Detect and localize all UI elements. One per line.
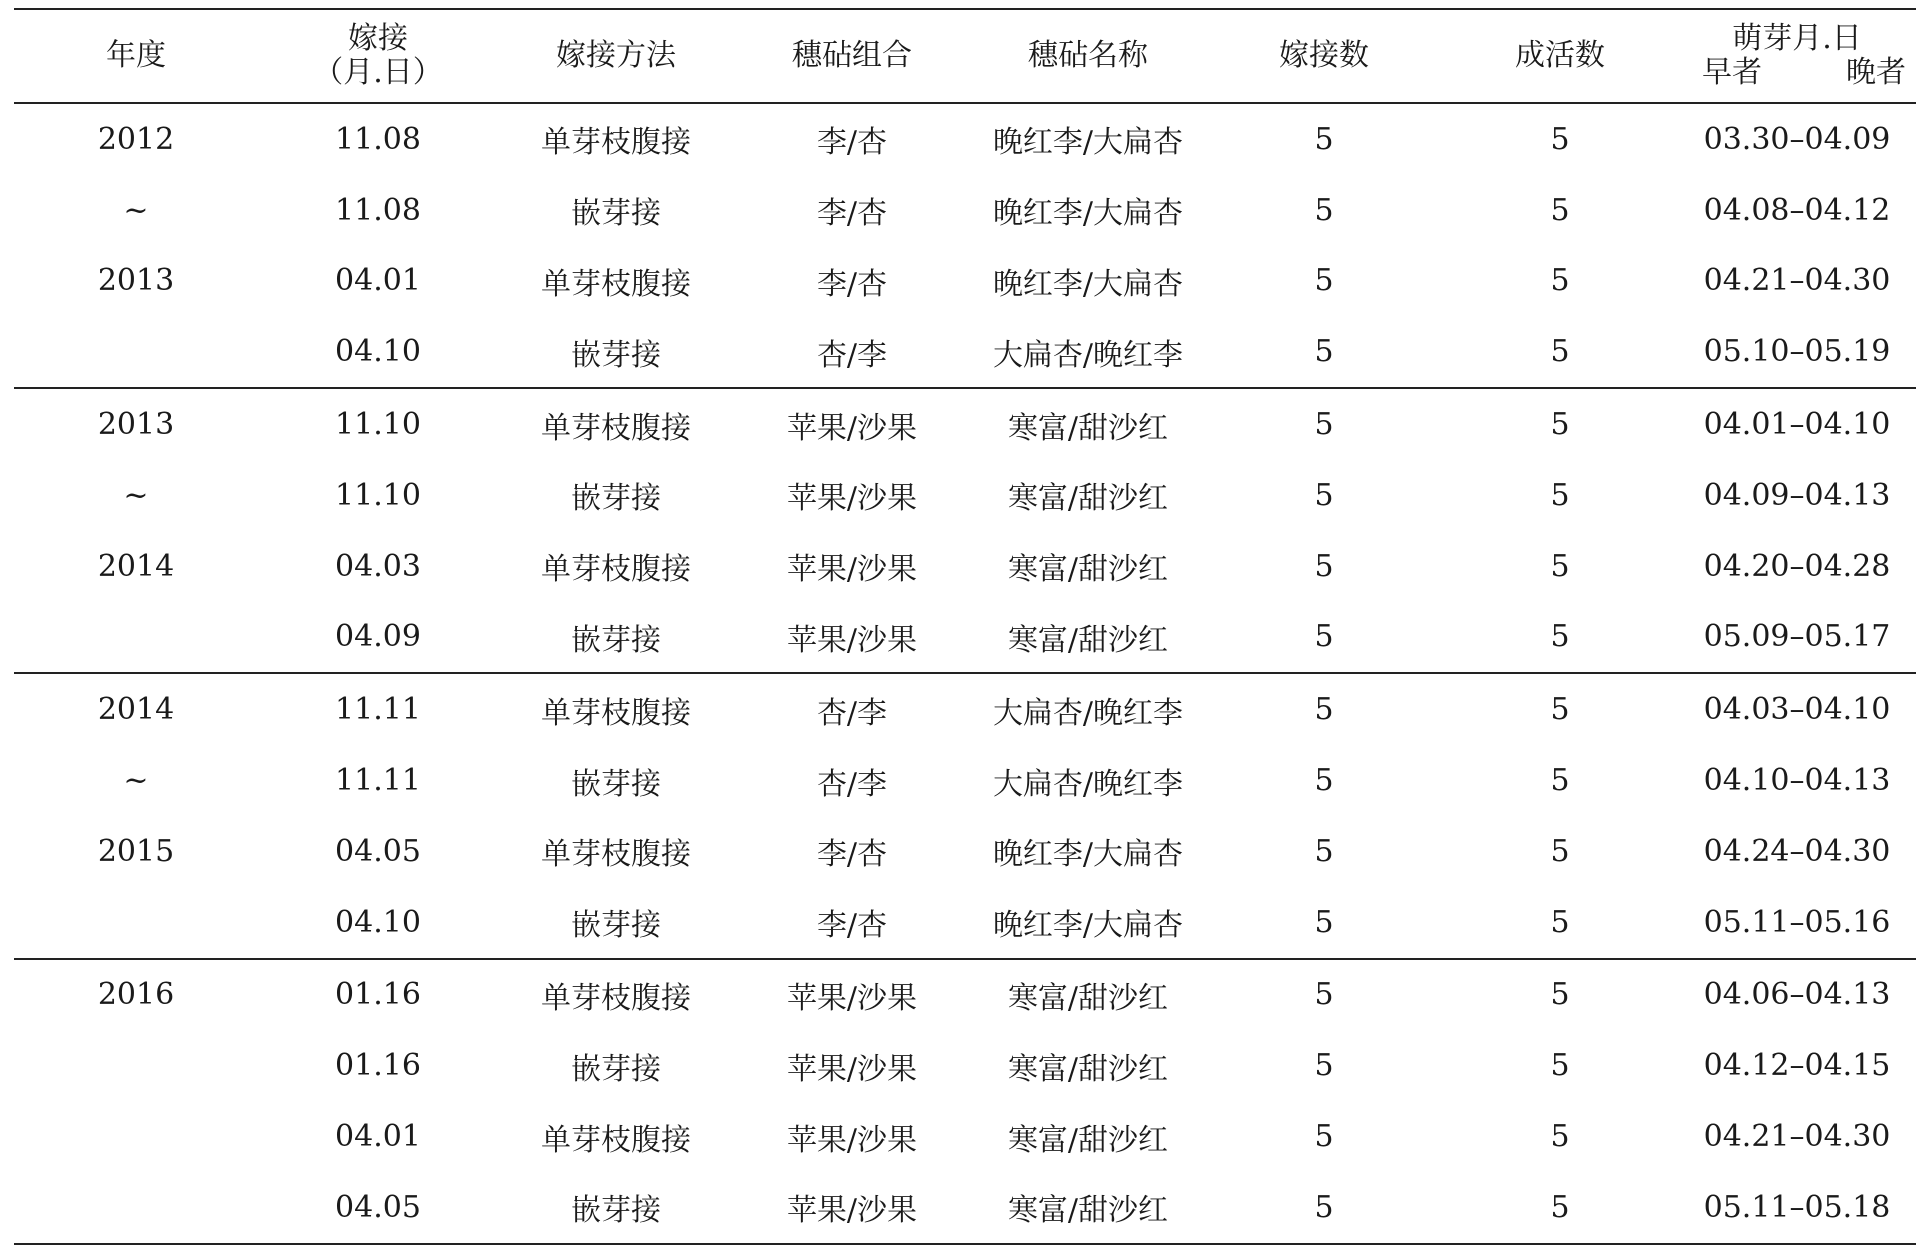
cell-year (14, 1172, 258, 1244)
cell-name: 晚红李/大扁杏 (992, 196, 1184, 232)
cell-survival: 5 (1550, 1189, 1570, 1225)
cell-method: 嵌芽接 (571, 1193, 661, 1229)
table-row (14, 673, 1916, 745)
cell-method: 嵌芽接 (571, 766, 661, 802)
cell-graft-count: 5 (1314, 977, 1334, 1013)
cell-name: 寒富/甜沙红 (1007, 410, 1169, 446)
cell-name: 晚红李/大扁杏 (992, 837, 1184, 873)
cell-graft-date: 11.10 (335, 477, 421, 513)
cell-graft-count: 5 (1314, 121, 1334, 157)
cell-combo: 苹果/沙果 (786, 410, 918, 446)
table-row (14, 103, 1916, 175)
cell-year: 2014 (97, 548, 175, 584)
cell-combo: 杏/李 (816, 766, 888, 802)
cell-name: 寒富/甜沙红 (1007, 1193, 1169, 1229)
cell-method: 嵌芽接 (571, 196, 661, 232)
cell-method: 嵌芽接 (571, 908, 661, 944)
table-row (14, 887, 1916, 959)
cell-graft-date: 04.10 (335, 904, 421, 940)
cell-survival: 5 (1550, 192, 1570, 228)
header-name: 穗砧名称 (1028, 38, 1148, 73)
cell-sprout: 04.21–04.30 (1703, 1119, 1891, 1155)
cell-graft-date: 01.16 (335, 1048, 421, 1084)
cell-year: ~ (123, 192, 149, 228)
table-row (14, 388, 1916, 460)
table-row (14, 1172, 1916, 1244)
table-row (14, 246, 1916, 317)
cell-survival: 5 (1550, 263, 1570, 299)
header-graft-count: 嫁接数 (1279, 38, 1369, 73)
cell-method: 单芽枝腹接 (541, 1122, 691, 1158)
cell-year (14, 316, 258, 388)
row-group (14, 959, 1916, 1244)
cell-survival: 5 (1550, 619, 1570, 655)
cell-graft-date: 04.05 (335, 1189, 421, 1225)
header-sprout-split (1678, 56, 1916, 90)
row-group (14, 103, 1916, 388)
table-row (14, 1101, 1916, 1172)
cell-year: 2013 (97, 407, 175, 443)
cell-graft-count: 5 (1314, 263, 1334, 299)
table-row (14, 531, 1916, 602)
cell-method: 嵌芽接 (571, 1051, 661, 1087)
cell-sprout: 04.12–04.15 (1703, 1048, 1891, 1084)
cell-graft-date: 04.09 (335, 619, 421, 655)
cell-survival: 5 (1550, 1119, 1570, 1155)
cell-method: 嵌芽接 (571, 622, 661, 658)
cell-sprout: 04.10–04.13 (1703, 763, 1891, 799)
cell-survival: 5 (1550, 477, 1570, 513)
cell-graft-date: 11.08 (335, 121, 421, 157)
row-group (14, 673, 1916, 958)
header-sprout-line1: 萌芽月.日 (1732, 21, 1862, 56)
cell-method: 单芽枝腹接 (541, 980, 691, 1016)
cell-name: 晚红李/大扁杏 (992, 266, 1184, 302)
header-method: 嫁接方法 (556, 38, 676, 73)
cell-survival: 5 (1550, 407, 1570, 443)
cell-sprout: 04.03–04.10 (1703, 692, 1891, 728)
cell-method: 单芽枝腹接 (541, 410, 691, 446)
cell-sprout: 04.09–04.13 (1703, 477, 1891, 513)
cell-method: 单芽枝腹接 (541, 837, 691, 873)
cell-year (14, 1030, 258, 1101)
header-graft-date-line2: （月.日） (313, 55, 443, 90)
cell-survival: 5 (1550, 121, 1570, 157)
table-row (14, 745, 1916, 816)
header-row (14, 9, 1916, 103)
table-row (14, 959, 1916, 1031)
cell-graft-count: 5 (1314, 904, 1334, 940)
cell-year: ~ (123, 763, 149, 799)
header-year: 年度 (106, 38, 166, 73)
cell-year (14, 602, 258, 674)
cell-survival: 5 (1550, 692, 1570, 728)
cell-graft-date: 04.01 (335, 1119, 421, 1155)
cell-year: 2015 (97, 833, 175, 869)
cell-graft-date: 11.11 (335, 692, 421, 728)
cell-sprout: 04.01–04.10 (1703, 407, 1891, 443)
cell-combo: 苹果/沙果 (786, 481, 918, 517)
cell-graft-date: 04.05 (335, 833, 421, 869)
cell-graft-date: 11.10 (335, 407, 421, 443)
cell-sprout: 04.24–04.30 (1703, 833, 1891, 869)
cell-method: 单芽枝腹接 (541, 552, 691, 588)
cell-graft-count: 5 (1314, 692, 1334, 728)
header-survival: 成活数 (1515, 38, 1605, 73)
cell-graft-count: 5 (1314, 477, 1334, 513)
cell-name: 大扁杏/晚红李 (992, 766, 1184, 802)
table-row (14, 1030, 1916, 1101)
cell-name: 晚红李/大扁杏 (992, 125, 1184, 161)
header-sprout (1678, 9, 1916, 103)
table-row (14, 460, 1916, 531)
cell-combo: 苹果/沙果 (786, 1122, 918, 1158)
cell-combo: 李/杏 (816, 837, 888, 873)
cell-name: 寒富/甜沙红 (1007, 622, 1169, 658)
cell-combo: 苹果/沙果 (786, 552, 918, 588)
cell-sprout: 05.10–05.19 (1703, 334, 1891, 370)
header-sprout-late: 晚者 (1846, 55, 1906, 90)
cell-combo: 苹果/沙果 (786, 1193, 918, 1229)
cell-year: 2013 (97, 263, 175, 299)
cell-year: 2014 (97, 692, 175, 728)
cell-graft-date: 11.11 (335, 763, 421, 799)
cell-survival: 5 (1550, 763, 1570, 799)
cell-graft-count: 5 (1314, 1119, 1334, 1155)
table-row (14, 816, 1916, 887)
cell-sprout: 05.11–05.18 (1703, 1189, 1891, 1225)
cell-combo: 杏/李 (816, 337, 888, 373)
cell-combo: 李/杏 (816, 125, 888, 161)
cell-combo: 杏/李 (816, 695, 888, 731)
cell-year: 2016 (97, 977, 175, 1013)
cell-sprout: 04.06–04.13 (1703, 977, 1891, 1013)
cell-name: 寒富/甜沙红 (1007, 481, 1169, 517)
cell-sprout: 05.11–05.16 (1703, 904, 1891, 940)
cell-graft-count: 5 (1314, 1189, 1334, 1225)
cell-year: ~ (123, 477, 149, 513)
header-graft-date (258, 9, 498, 103)
table-row (14, 316, 1916, 388)
cell-graft-date: 11.08 (335, 192, 421, 228)
cell-combo: 苹果/沙果 (786, 980, 918, 1016)
cell-graft-date: 04.03 (335, 548, 421, 584)
cell-graft-count: 5 (1314, 1048, 1334, 1084)
cell-name: 寒富/甜沙红 (1007, 1051, 1169, 1087)
cell-survival: 5 (1550, 334, 1570, 370)
cell-graft-count: 5 (1314, 192, 1334, 228)
cell-combo: 李/杏 (816, 196, 888, 232)
cell-graft-count: 5 (1314, 833, 1334, 869)
cell-sprout: 04.08–04.12 (1703, 192, 1891, 228)
cell-sprout: 04.21–04.30 (1703, 263, 1891, 299)
cell-survival: 5 (1550, 904, 1570, 940)
cell-name: 大扁杏/晚红李 (992, 337, 1184, 373)
cell-sprout: 05.09–05.17 (1703, 619, 1891, 655)
cell-graft-date: 04.01 (335, 263, 421, 299)
cell-year (14, 887, 258, 959)
cell-graft-date: 04.10 (335, 334, 421, 370)
cell-survival: 5 (1550, 833, 1570, 869)
cell-survival: 5 (1550, 548, 1570, 584)
cell-year: 2012 (97, 121, 175, 157)
cell-name: 晚红李/大扁杏 (992, 908, 1184, 944)
cell-graft-count: 5 (1314, 763, 1334, 799)
cell-year (14, 1101, 258, 1172)
cell-combo: 李/杏 (816, 908, 888, 944)
cell-combo: 李/杏 (816, 266, 888, 302)
cell-graft-count: 5 (1314, 334, 1334, 370)
cell-graft-count: 5 (1314, 548, 1334, 584)
cell-name: 大扁杏/晚红李 (992, 695, 1184, 731)
cell-name: 寒富/甜沙红 (1007, 1122, 1169, 1158)
header-combo: 穗砧组合 (792, 38, 912, 73)
header-sprout-early: 早者 (1702, 55, 1762, 90)
cell-name: 寒富/甜沙红 (1007, 980, 1169, 1016)
grafting-table (14, 8, 1916, 1245)
cell-graft-date: 01.16 (335, 977, 421, 1013)
table-row (14, 602, 1916, 674)
cell-name: 寒富/甜沙红 (1007, 552, 1169, 588)
cell-method: 单芽枝腹接 (541, 125, 691, 161)
cell-combo: 苹果/沙果 (786, 622, 918, 658)
cell-graft-count: 5 (1314, 407, 1334, 443)
cell-method: 单芽枝腹接 (541, 695, 691, 731)
cell-method: 单芽枝腹接 (541, 266, 691, 302)
grafting-table-container (14, 8, 1916, 1245)
cell-combo: 苹果/沙果 (786, 1051, 918, 1087)
cell-sprout: 04.20–04.28 (1703, 548, 1891, 584)
table-header (14, 9, 1916, 103)
cell-sprout: 03.30–04.09 (1703, 121, 1891, 157)
cell-survival: 5 (1550, 1048, 1570, 1084)
table-row (14, 175, 1916, 246)
row-group (14, 388, 1916, 673)
cell-graft-count: 5 (1314, 619, 1334, 655)
header-graft-date-line1: 嫁接 (348, 21, 408, 56)
cell-method: 嵌芽接 (571, 481, 661, 517)
cell-survival: 5 (1550, 977, 1570, 1013)
cell-method: 嵌芽接 (571, 337, 661, 373)
